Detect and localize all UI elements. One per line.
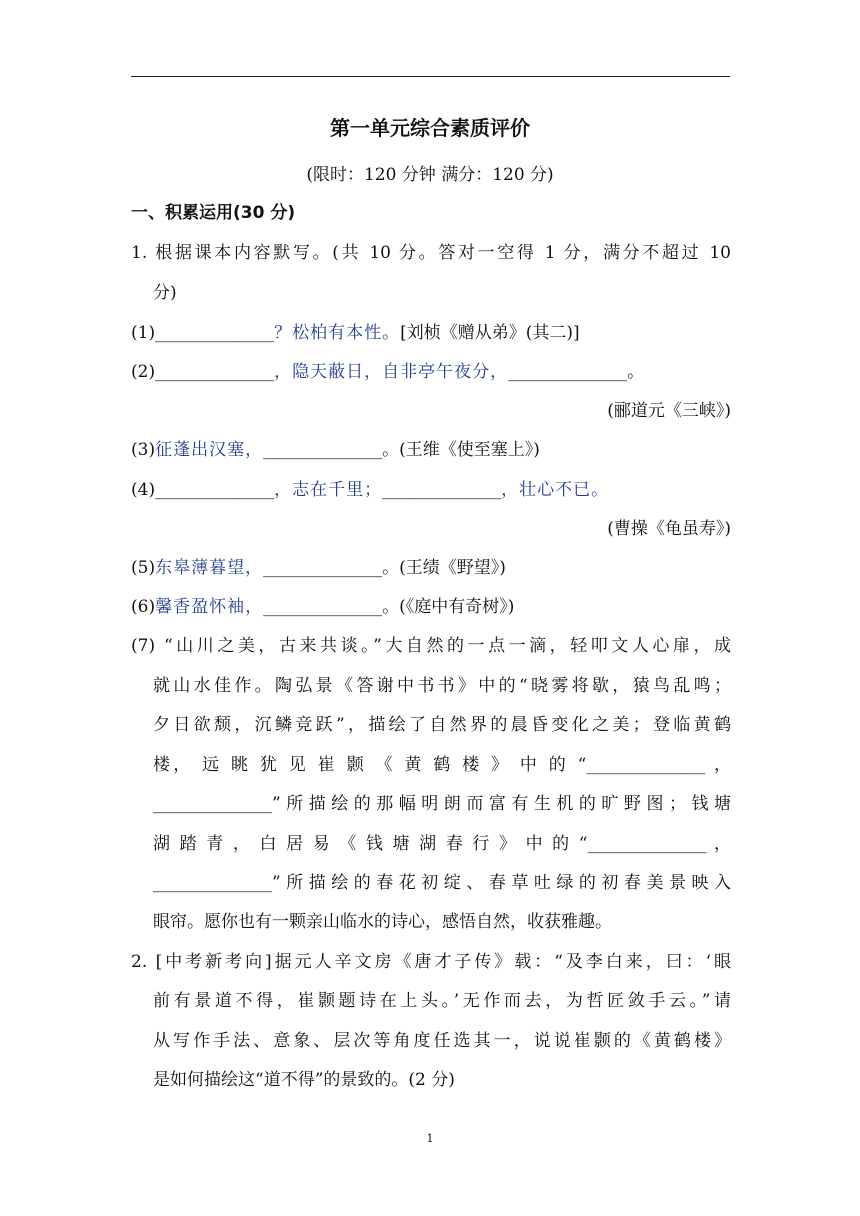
item-7-line: 夕日欲颓，沉鳞竞跃”，描绘了自然界的晨昏变化之美；登临黄鹤 xyxy=(153,715,731,735)
answer-blank[interactable]: ______________ xyxy=(155,323,275,343)
section-heading: 一、积累运用(30 分) xyxy=(131,203,296,223)
item-7-line: 就山水佳作。陶弘景《答谢中书书》中的“晓雾将歇，猿鸟乱鸣； xyxy=(153,676,731,696)
item-7-line: 湖 踏 青 ， 白 居 易 《 钱 塘 湖 春 行 》 中 的 “______________ ， xyxy=(153,834,731,854)
item-7-line: 眼帘。愿你也有一颗亲山临水的诗心，感悟自然，收获雅趣。 xyxy=(153,912,612,932)
item-number: (2) xyxy=(131,362,156,382)
question-1-line-1: 1. 根据课本内容默写。(共 10 分。答对一空得 1 分，满分不超过 10 xyxy=(131,243,731,263)
answer-blank[interactable]: ______________ xyxy=(382,480,502,500)
item-7-line: ______________”所描绘的那幅明朗而富有生机的旷野图；钱塘 xyxy=(153,794,731,814)
item-number: (6) xyxy=(131,597,156,617)
item-7-line: 楼， 远 眺 犹 见 崔 颢 《 黄 鹤 楼 》 中 的 “______________ ， xyxy=(153,755,731,775)
poem-text: ，隐天蔽日，自非亭午夜分， xyxy=(274,362,509,382)
fill-item-4 xyxy=(131,478,731,502)
item-number: (4) xyxy=(131,480,156,500)
question-2-line: 从写作手法、意象、层次等角度任选其一，说说崔颢的《黄鹤楼》 xyxy=(153,1031,731,1051)
answer-blank[interactable]: ______________ xyxy=(263,597,383,617)
fill-item-1 xyxy=(131,321,731,345)
fill-item-3 xyxy=(131,438,731,462)
answer-blank[interactable]: ______________ xyxy=(155,362,275,382)
poem-text: 馨香盈怀袖， xyxy=(155,597,264,617)
header-rule xyxy=(131,76,730,77)
answer-blank[interactable]: ______________ xyxy=(263,558,383,578)
question-2-line: 是如何描绘这“道不得”的景致的。(2 分) xyxy=(153,1070,455,1090)
exam-info: (限时：120 分钟 满分：120 分) xyxy=(306,165,554,185)
item-number: (1) xyxy=(131,323,156,343)
answer-blank[interactable]: ______________ xyxy=(508,362,628,382)
poem-text: 东皋薄暮望， xyxy=(155,558,264,578)
poem-text: ？松柏有本性。 xyxy=(274,323,401,343)
source: 。(王绩《野望》) xyxy=(382,558,506,578)
answer-blank[interactable]: ______________ xyxy=(155,480,275,500)
source: 。(《庭中有奇树》) xyxy=(382,597,515,617)
fill-item-5 xyxy=(131,556,731,580)
poem-text: ，壮心不已。 xyxy=(501,480,610,500)
poem-text: ，志在千里； xyxy=(274,480,383,500)
poem-text: 征蓬出汉塞， xyxy=(155,440,264,460)
fill-item-4-source: (曹操《龟虽寿》) xyxy=(607,519,731,539)
item-7-line: ______________”所描绘的春花初绽、春草吐绿的初春美景映入 xyxy=(153,873,731,893)
fill-item-2-source: (郦道元《三峡》) xyxy=(607,401,731,421)
source: [刘桢《赠从弟》(其二)] xyxy=(400,323,580,343)
page-number: 1 xyxy=(426,1132,434,1145)
page-title: 第一单元综合素质评价 xyxy=(330,116,530,140)
question-1-line-2: 分) xyxy=(153,283,177,303)
item-number: (3) xyxy=(131,440,156,460)
fill-item-2 xyxy=(131,360,731,384)
source: 。(王维《使至塞上》) xyxy=(382,440,540,460)
punctuation: 。 xyxy=(627,362,645,382)
question-2-line: 前有景道不得，崔颢题诗在上头。’无作而去，为哲匠敛手云。”请 xyxy=(153,991,731,1011)
item-7-line: (7) “山川之美，古来共谈。”大自然的一点一滴，轻叩文人心扉，成 xyxy=(131,636,731,656)
question-2-line: 2. [中考新考向]据元人辛文房《唐才子传》载：“及李白来，曰：‘眼 xyxy=(131,952,731,972)
item-number: (5) xyxy=(131,558,156,578)
answer-blank[interactable]: ______________ xyxy=(263,440,383,460)
fill-item-6 xyxy=(131,595,731,619)
